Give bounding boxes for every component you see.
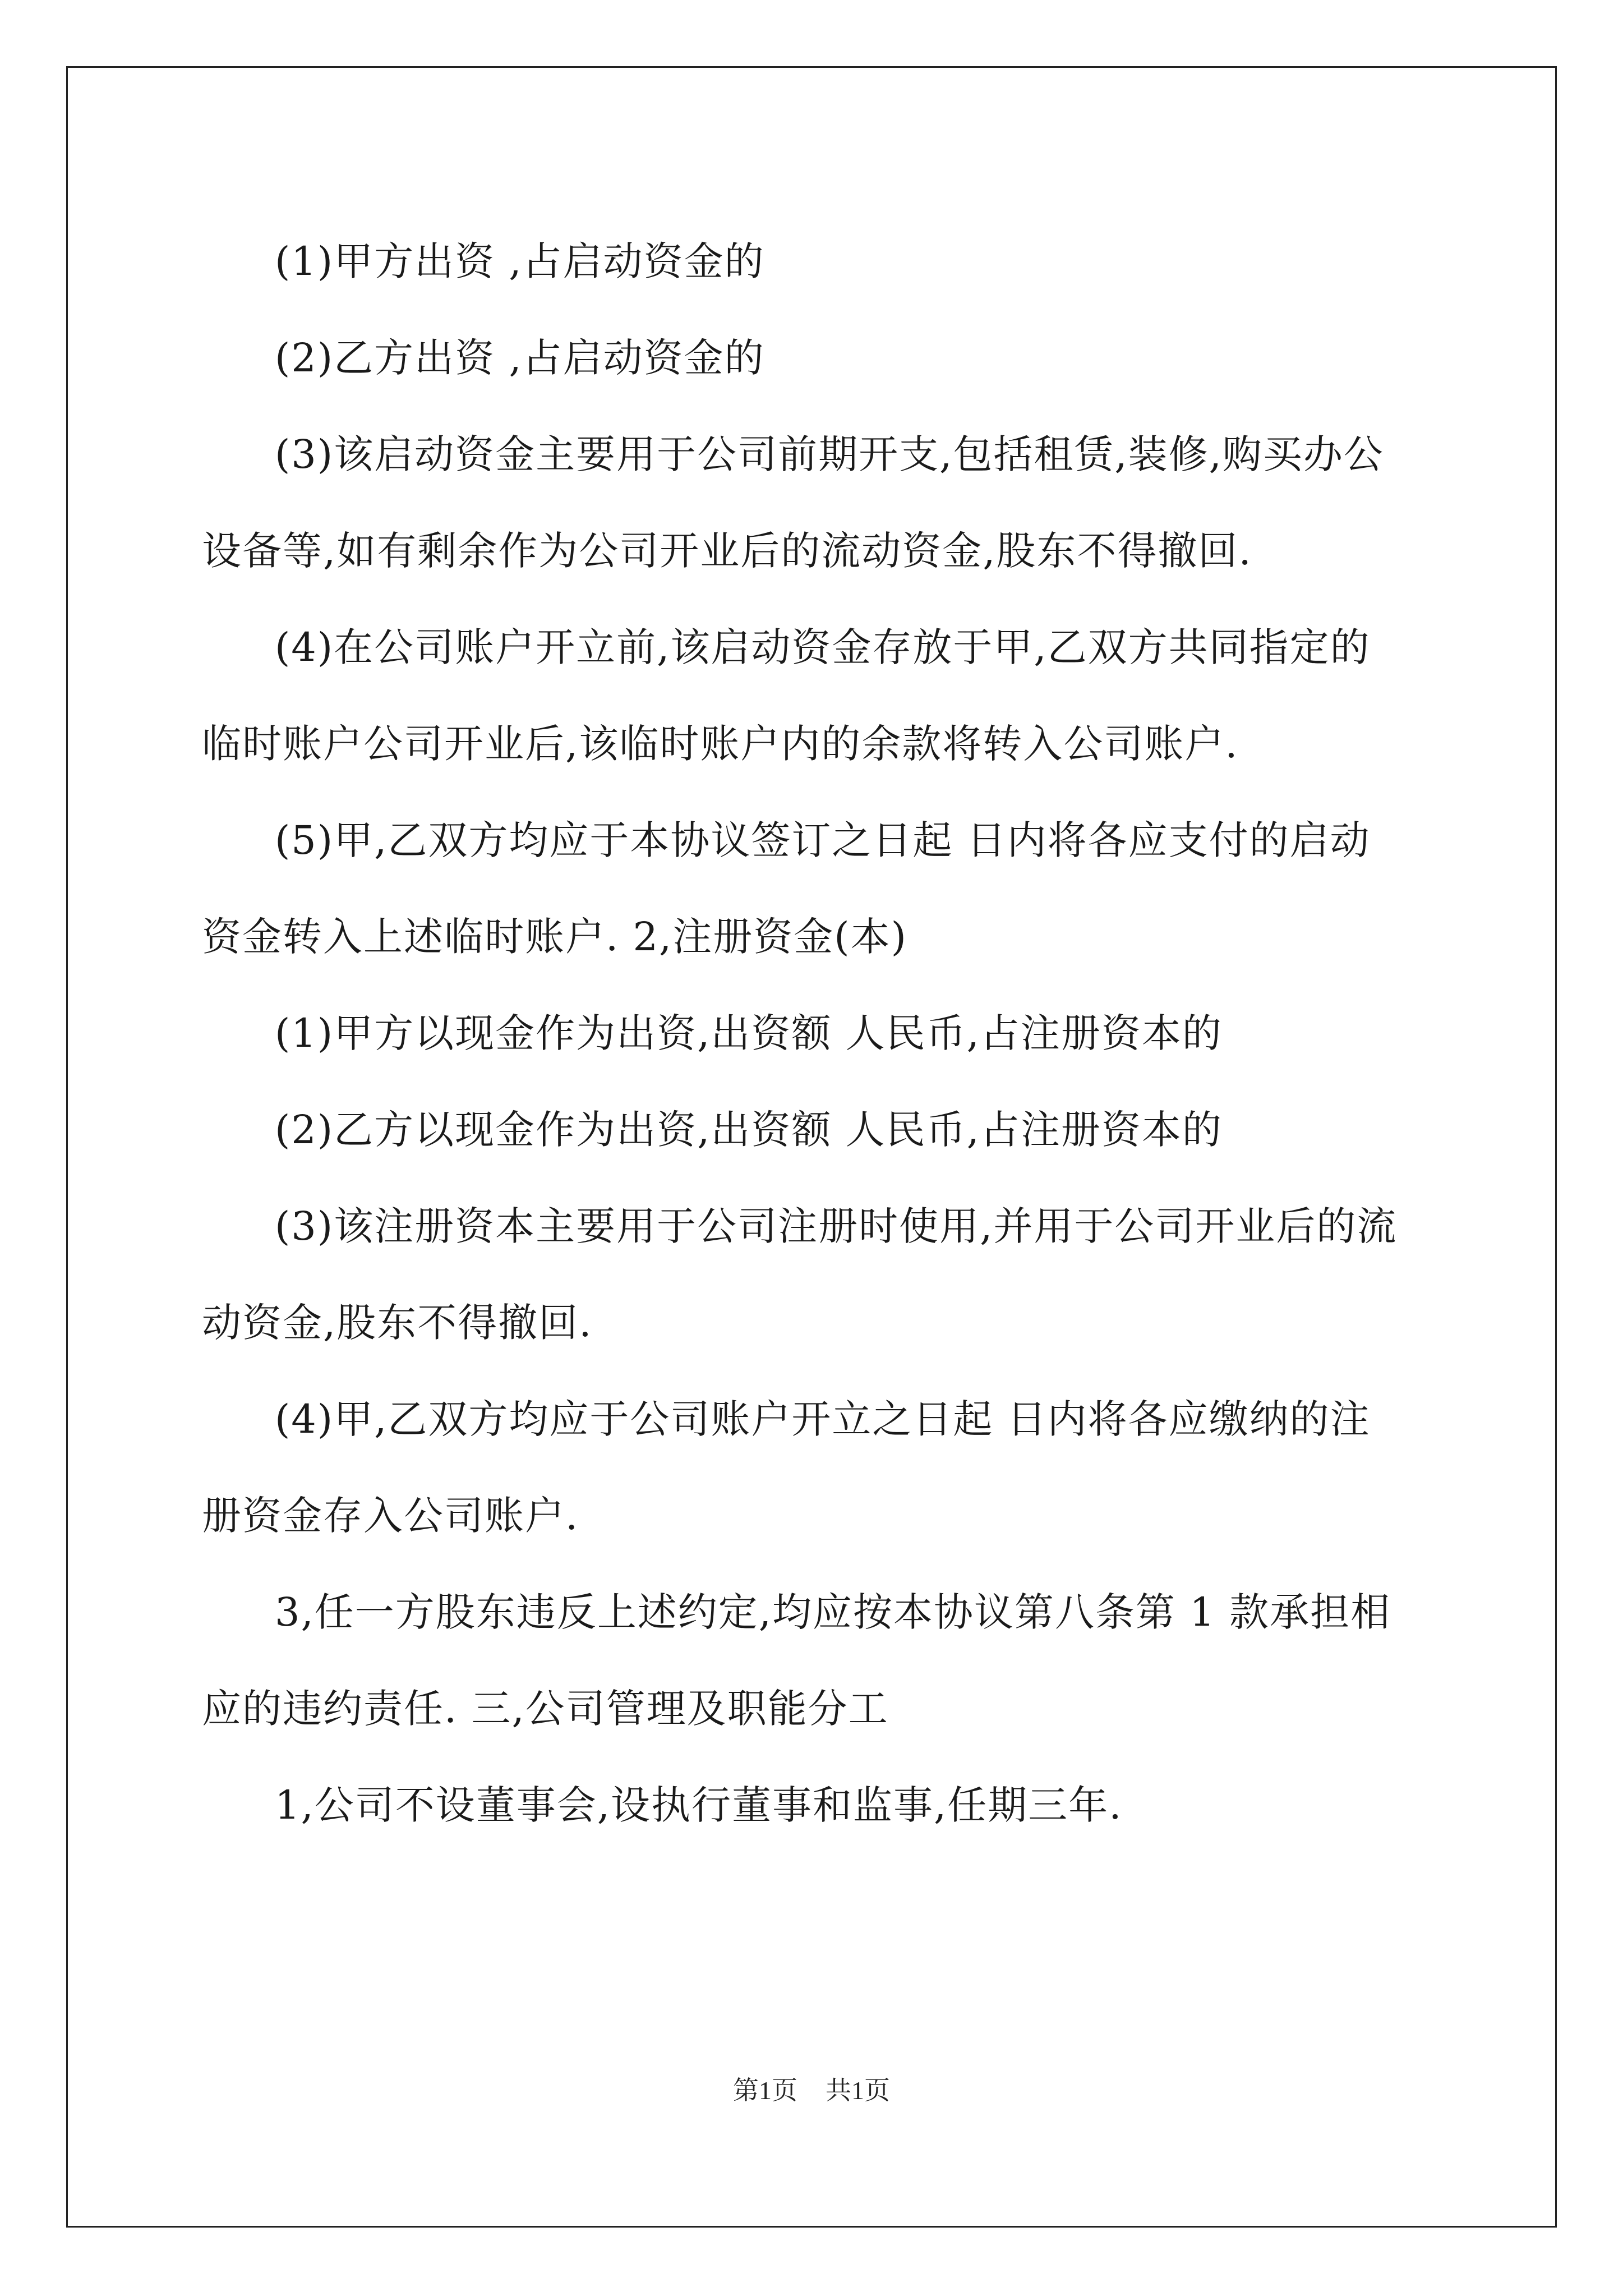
text-line: 资金转入上述临时账户. 2,注册资金(本)	[202, 914, 907, 960]
text-line: (1)甲方以现金作为出资,出资额 人民币,占注册资本的	[275, 1010, 1223, 1056]
text-line: 1,公司不设董事会,设执行董事和监事,任期三年.	[275, 1782, 1123, 1828]
page-footer	[0, 2070, 1623, 2107]
page-number: 第1页	[733, 2076, 797, 2105]
text-line: 应的违约责任. 三,公司管理及职能分工	[202, 1686, 889, 1732]
text-line: 3,任一方股东违反上述约定,均应按本协议第八条第 1 款承担相	[275, 1589, 1391, 1635]
text-line: 册资金存入公司账户.	[202, 1493, 579, 1539]
text-line: (3)该启动资金主要用于公司前期开支,包括租赁,装修,购买办公	[275, 431, 1384, 477]
text-line: (4)在公司账户开立前,该启动资金存放于甲,乙双方共同指定的	[275, 624, 1371, 670]
page-total: 共1页	[826, 2076, 890, 2105]
document-body	[202, 213, 1436, 1853]
text-line: 临时账户公司开业后,该临时账户内的余款将转入公司账户.	[202, 721, 1239, 767]
text-line: (4)甲,乙双方均应于公司账户开立之日起 日内将各应缴纳的注	[275, 1396, 1371, 1442]
text-line: 设备等,如有剩余作为公司开业后的流动资金,股东不得撤回.	[202, 528, 1252, 574]
text-line: (2)乙方以现金作为出资,出资额 人民币,占注册资本的	[275, 1107, 1223, 1153]
text-line: 动资金,股东不得撤回.	[202, 1300, 593, 1346]
text-line: (3)该注册资本主要用于公司注册时使用,并用于公司开业后的流	[275, 1203, 1398, 1249]
text-line: (5)甲,乙双方均应于本协议签订之日起 日内将各应支付的启动	[275, 817, 1371, 863]
text-line: (1)甲方出资 ,占启动资金的	[275, 238, 765, 284]
text-line: (2)乙方出资 ,占启动资金的	[275, 335, 765, 381]
